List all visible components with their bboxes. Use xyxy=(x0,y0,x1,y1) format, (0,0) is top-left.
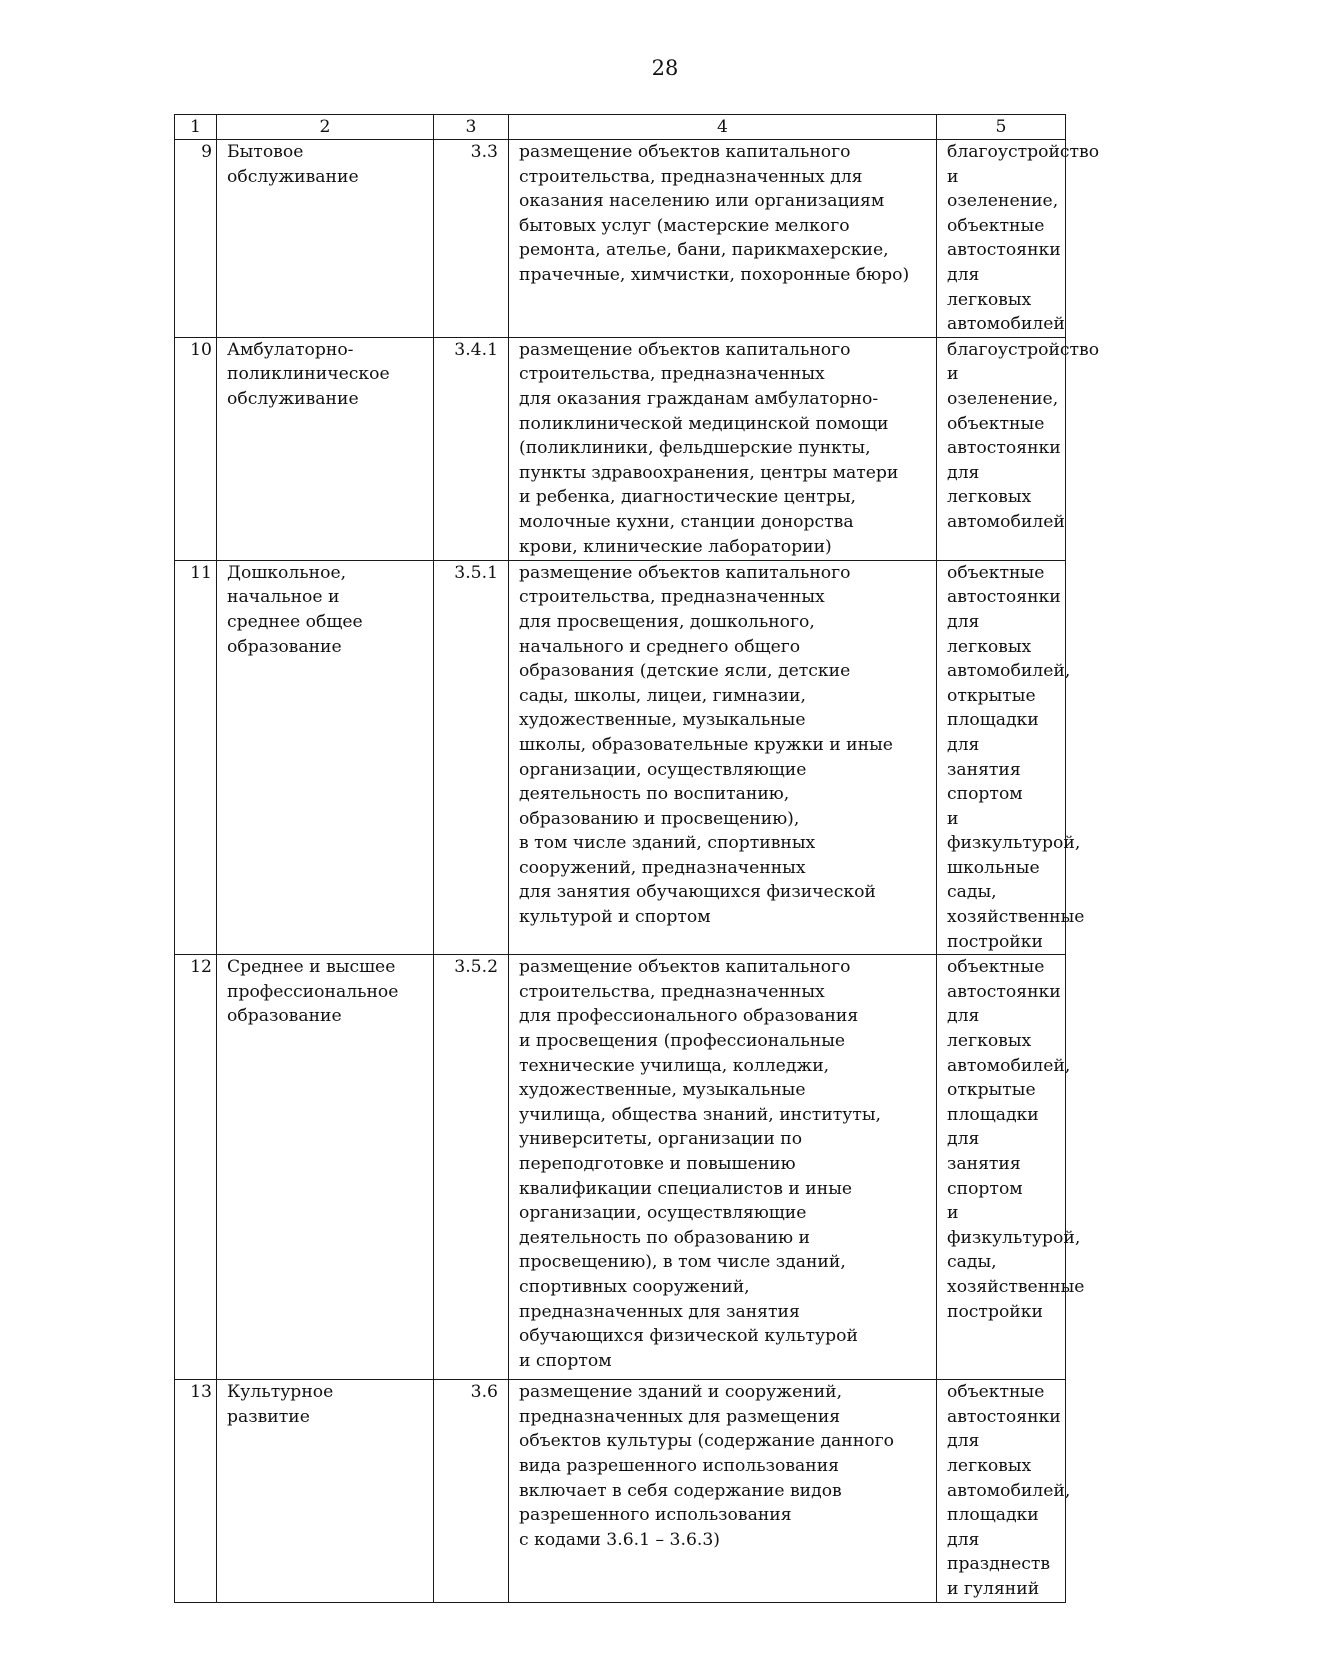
row-number-cell: 12 xyxy=(175,955,217,1380)
auxiliary-use-cell: благоустройство и озеленение, объектные автостоянки для легковых автомобилей xyxy=(937,337,1066,560)
header-cell-1: 1 xyxy=(175,115,217,140)
use-type-name-cell: Среднее и высшее профессиональное образование xyxy=(217,955,434,1380)
use-code-cell: 3.6 xyxy=(434,1380,509,1602)
use-code-cell: 3.5.2 xyxy=(434,955,509,1380)
use-description-cell: размещение объектов капитального строительства, предназначенных для оказания населению или организациям бытовых услуг (мастерские мелкого ремонта, ателье, бани, парикмахерские, прачечные, химчистки, похоронные бюро) xyxy=(509,140,937,338)
header-cell-4: 4 xyxy=(509,115,937,140)
auxiliary-use-cell: объектные автостоянки для легковых автомобилей, открытые площадки для занятия спортом и физкультурой, сады, хозяйственные постройки xyxy=(937,955,1066,1380)
row-number-cell: 11 xyxy=(175,560,217,955)
row-number-cell: 13 xyxy=(175,1380,217,1602)
auxiliary-use-cell: объектные автостоянки для легковых автомобилей, площадки для празднеств и гуляний xyxy=(937,1380,1066,1602)
header-cell-3: 3 xyxy=(434,115,509,140)
table-header-row xyxy=(175,115,1066,140)
use-type-name-cell: Культурное развитие xyxy=(217,1380,434,1602)
use-description-cell: размещение объектов капитального строительства, предназначенных для оказания гражданам амбулаторно- поликлинической медицинской помощи (поликлиники, фельдшерские пункты, пункты здравоохранения, центры матери и ребенка, диагностические центры, молочные кухни, станции донорства крови, клинические лаборатории) xyxy=(509,337,937,560)
use-description-cell: размещение зданий и сооружений, предназначенных для размещения объектов культуры (содержание данного вида разрешенного использования включает в себя содержание видов разрешенного использования с кодами 3.6.1 – 3.6.3) xyxy=(509,1380,937,1602)
use-code-cell: 3.3 xyxy=(434,140,509,338)
table-row xyxy=(175,337,1066,560)
use-type-name-cell: Амбулаторно- поликлиническое обслуживание xyxy=(217,337,434,560)
page-number: 28 xyxy=(651,56,679,80)
row-number-cell: 9 xyxy=(175,140,217,338)
table-row xyxy=(175,560,1066,955)
header-cell-5: 5 xyxy=(937,115,1066,140)
use-code-cell: 3.5.1 xyxy=(434,560,509,955)
use-type-name-cell: Дошкольное, начальное и среднее общее образование xyxy=(217,560,434,955)
header-cell-2: 2 xyxy=(217,115,434,140)
table-row xyxy=(175,955,1066,1380)
land-use-table xyxy=(174,114,1100,1603)
use-description-cell: размещение объектов капитального строительства, предназначенных для просвещения, дошкольного, начального и среднего общего образования (детские ясли, детские сады, школы, лицеи, гимназии, художественные, музыкальные школы, образовательные кружки и иные организации, осуществляющие деятельность по воспитанию, образованию и просвещению), в том числе зданий, спортивных сооружений, предназначенных для занятия обучающихся физической культурой и спортом xyxy=(509,560,937,955)
auxiliary-use-cell: благоустройство и озеленение, объектные автостоянки для легковых автомобилей xyxy=(937,140,1066,338)
table-row xyxy=(175,140,1066,338)
row-number-cell: 10 xyxy=(175,337,217,560)
use-description-cell: размещение объектов капитального строительства, предназначенных для профессионального образования и просвещения (профессиональные технические училища, колледжи, художественные, музыкальные училища, общества знаний, институты, университеты, организации по переподготовке и повышению квалификации специалистов и иные организации, осуществляющие деятельность по образованию и просвещению), в том числе зданий, спортивных сооружений, предназначенных для занятия обучающихся физической культурой и спортом xyxy=(509,955,937,1380)
use-code-cell: 3.4.1 xyxy=(434,337,509,560)
use-type-name-cell: Бытовое обслуживание xyxy=(217,140,434,338)
table-row xyxy=(175,1380,1066,1602)
auxiliary-use-cell: объектные автостоянки для легковых автомобилей, открытые площадки для занятия спортом и физкультурой, школьные сады, хозяйственные постройки xyxy=(937,560,1066,955)
